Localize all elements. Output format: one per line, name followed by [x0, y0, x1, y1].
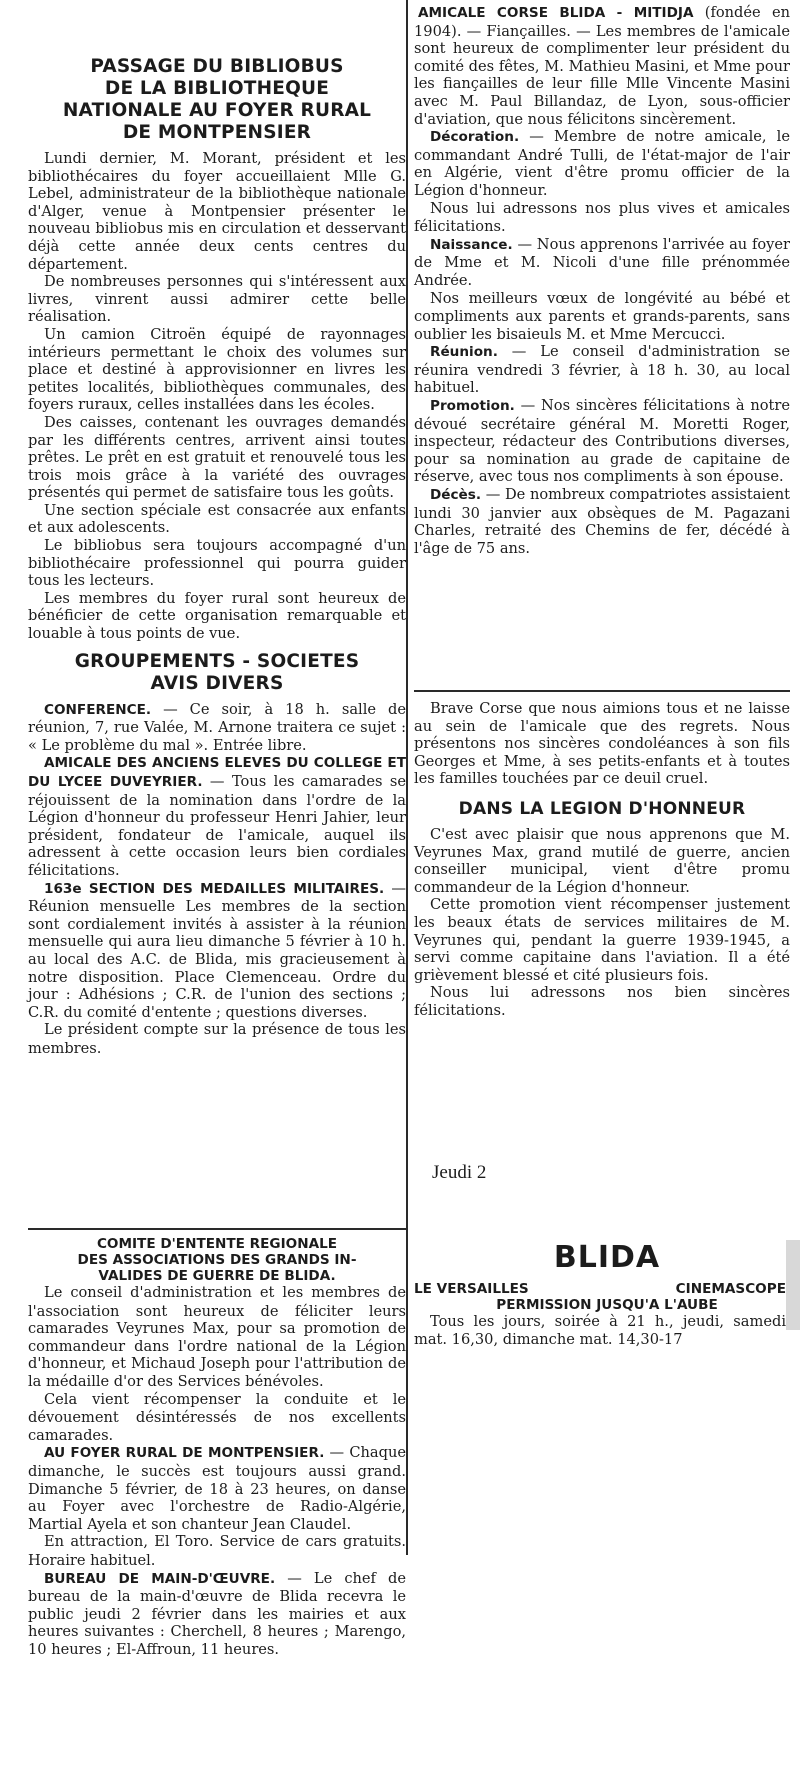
- notice-item: [414, 236, 790, 290]
- notice-item: [414, 486, 790, 557]
- left-section-rule: [28, 1228, 406, 1230]
- notice-lead: AU FOYER RURAL DE MONTPENSIER.: [44, 1445, 325, 1462]
- comite-subhead: [28, 1236, 406, 1284]
- notice-text: — Le conseil d'administration se réunira vendredi 3 février, à 18 h. 30, au local habituel.: [414, 343, 790, 397]
- comite-article: [28, 1236, 406, 1658]
- subhead-line: VALIDES DE GUERRE DE BLIDA.: [98, 1268, 336, 1284]
- headline-line: PASSAGE DU BIBLIOBUS: [90, 56, 344, 77]
- cinema-schedule: Tous les jours, soirée à 21 h., jeudi, samedi mat. 16,30, dimanche mat. 14,30-17: [414, 1313, 786, 1348]
- notice-item: [414, 4, 790, 128]
- notice-text: — Membre de notre amicale, le commandant André Tulli, de l'état-major de l'air en Algérie, vient d'être promu officier de la Légion d'honneur.: [414, 128, 790, 199]
- notice-item: [28, 880, 406, 1022]
- cinema-name: LE VERSAILLES: [414, 1281, 529, 1297]
- notice-lead: Réunion.: [430, 344, 498, 361]
- article-paragraph: De nombreuses personnes qui s'intéressent aux livres, vinrent aussi admirer cette belle réalisation.: [28, 273, 406, 326]
- bibliobus-headline: [28, 56, 406, 144]
- article-paragraph: Des caisses, contenant les ouvrages demandés par les différents centres, arrivent ainsi toutes prêtes. Le prêt en est gratuit et renouvelé tous les trois mois grâce à la variété des ouvrages présentés qui permet de satisfaire tous les goûts.: [28, 413, 406, 502]
- left-column: [28, 56, 406, 1058]
- notice-lead: Décès.: [430, 487, 482, 504]
- notice-item: [414, 290, 790, 344]
- article-paragraph: Cette promotion vient récompenser justement les beaux états de services militaires de M. Veyrunes qui, pendant la guerre 1939-1945, a servi comme capitaine dans l'aviation. Il a été grièvement blessé et cité plusieurs fois.: [414, 896, 790, 984]
- amicale-corse-article: [414, 4, 790, 557]
- cinema-format: CINEMASCOPE: [675, 1281, 786, 1297]
- notice-item: [414, 397, 790, 486]
- notice-text: — Réunion mensuelle Les membres de la section sont cordialement invités à assister à la réunion mensuelle qui aura lieu dimanche 5 février à 10 h. au local des A.C. de Blida, mis gracieusement à notre disposition. Place Clemenceau. Ordre du jour : Adhésions ; C.R. de l'union des sections ; C.R. du comité d'entente ; questions diverses.: [28, 879, 407, 1021]
- notice-text: — Nous apprenons l'arrivée au foyer de Mme et M. Nicoli d'une fille prénommée Andrée.: [414, 235, 790, 289]
- article-paragraph: Le bibliobus sera toujours accompagné d'un bibliothécaire professionnel qui pourra guider tous les lecteurs.: [28, 537, 406, 590]
- notice-text: — Le chef de bureau de la main-d'œuvre de Blida recevra le public jeudi 2 février dans les mairies et aux heures suivantes : Cherchell, 8 heures ; Marengo, 10 heures ; El-Affroun, 11 heures.: [28, 1569, 406, 1658]
- notice-item: [414, 200, 790, 236]
- headline-line: NATIONALE AU FOYER RURAL: [62, 100, 372, 121]
- bibliobus-article: [28, 56, 406, 643]
- blida-headline: BLIDA: [553, 1240, 661, 1275]
- article-paragraph: Nous lui adressons nos bien sincères félicitations.: [414, 984, 790, 1019]
- date-tag: Jeudi 2: [432, 1162, 487, 1183]
- notice-text: — Nos sincères félicitations à notre dévoué secrétaire général M. Moretti Roger, inspecteur, rédacteur des Contributions diverses, pour sa nomination au grade de capitaine de réserve, avec tous nos compliments à son épouse.: [414, 397, 790, 486]
- notice-item: [28, 1021, 406, 1057]
- notice-text: — Chaque dimanche, le succès est toujours aussi grand. Dimanche 5 février, de 18 à 23 heures, on danse au Foyer avec l'orchestre de Radio-Algérie, Martial Ayela et son chanteur Jean Claudel.: [28, 1444, 406, 1533]
- groupements-headline: [28, 651, 406, 695]
- notice-text: — Tous les camarades se réjouissent de la nomination dans l'ordre de la Légion d'honneur du professeur Henri Jahier, leur président, fondateur de l'amicale, auquel ils adressent à cette occasion leurs bien cordiales félicitations.: [28, 773, 407, 879]
- groupements-article: [28, 651, 406, 1058]
- blida-cinema-listing: [414, 1240, 800, 1348]
- notice-item: [28, 754, 406, 879]
- notice-item: [28, 1391, 406, 1445]
- notice-text: Cela vient récompenser la conduite et le dévouement désintéressés de nos excellents camarades.: [28, 1390, 406, 1444]
- notice-item: [28, 701, 406, 755]
- subhead-line: COMITE D'ENTENTE REGIONALE: [96, 1236, 338, 1252]
- left-column-lower: [28, 1236, 406, 1658]
- notice-item: [414, 128, 790, 199]
- notice-text: Nos meilleurs vœux de longévité au bébé et compliments aux parents et grands-parents, sans oublier les bisaieuls M. et Mme Mercucci.: [414, 289, 790, 343]
- notice-lead: CONFERENCE.: [44, 701, 152, 718]
- notice-lead: Décoration.: [430, 129, 520, 146]
- column-divider: [406, 0, 408, 1555]
- notice-text: (fondée en 1904). — Fiançailles. — Les membres de l'amicale sont heureux de complimenter leur président du comité des fêtes, M. Mathieu Masini, et Mme pour les fiançailles de leur fille Mlle Vincente Masini avec M. Paul Billandaz, de Lyon, sous-officier d'aviation, que nous félicitons sincèrement.: [414, 4, 790, 128]
- notice-item: [28, 1444, 406, 1533]
- article-paragraph: Lundi dernier, M. Morant, président et les bibliothécaires du foyer accueillaient Mlle G. Lebel, administrateur de la bibliothèque nationale d'Alger, venue à Montpensier présenter le nouveau bibliobus mis en circulation et desservant déjà cette année deux cents centres du département.: [28, 150, 406, 273]
- notice-item: [28, 1284, 406, 1391]
- article-paragraph: C'est avec plaisir que nous apprenons que M. Veyrunes Max, grand mutilé de guerre, ancien conseiller municipal, vient d'être promu commandeur de la Légion d'honneur.: [414, 825, 790, 896]
- headline-line: AVIS DIVERS: [150, 672, 284, 694]
- notice-text: Le président compte sur la présence de tous les membres.: [28, 1021, 406, 1057]
- notice-lead: BUREAU DE MAIN-D'ŒUVRE.: [44, 1570, 276, 1587]
- notice-item: [414, 343, 790, 397]
- legion-honneur-headline: DANS LA LEGION D'HONNEUR: [458, 798, 746, 819]
- notice-lead: AMICALE DES ANCIENS ELEVES DU COLLEGE ET DU LYCEE DUVEYRIER.: [28, 755, 406, 790]
- notice-text: En attraction, El Toro. Service de cars gratuits. Horaire habituel.: [28, 1533, 406, 1569]
- article-paragraph: Un camion Citroën équipé de rayonnages intérieurs permettant le choix des volumes sur place et destiné à approvisionner en livres les petites localités, bibliothèques communales, des foyers ruraux, celles installées dans les écoles.: [28, 325, 406, 414]
- page-edge-shadow: [786, 1240, 800, 1330]
- notice-text: — Ce soir, à 18 h. salle de réunion, 7, rue Valée, M. Arnone traitera ce sujet : « Le problème du mal ». Entrée libre.: [28, 700, 406, 754]
- notice-item: [28, 1533, 406, 1569]
- headline-line: DE MONTPENSIER: [122, 122, 312, 143]
- cinema-header: [414, 1281, 800, 1297]
- article-paragraph: Une section spéciale est consacrée aux enfants et aux adolescents.: [28, 501, 406, 537]
- notice-lead: AMICALE CORSE BLIDA - MITIDJA: [418, 5, 694, 21]
- headline-line: GROUPEMENTS - SOCIETES: [74, 650, 360, 672]
- notice-lead: Promotion.: [430, 398, 515, 415]
- right-section-rule: [414, 690, 790, 692]
- right-column-lower: [414, 700, 790, 1020]
- film-title: PERMISSION JUSQU'A L'AUBE: [496, 1297, 718, 1313]
- notice-item: [28, 1570, 406, 1659]
- obituary-continuation: Brave Corse que nous aimions tous et ne laisse au sein de l'amicale que des regrets. Nous présentons nos sincères condoléances à son fils Georges et Mme, à ses petits-enfants et à toutes les familles touchées par ce deuil cruel.: [414, 700, 790, 788]
- notice-text: — De nombreux compatriotes assistaient lundi 30 janvier aux obsèques de M. Pagazani Charles, retraité des Chemins de fer, décédé à l'âge de 75 ans.: [414, 486, 790, 557]
- headline-line: DE LA BIBLIOTHEQUE: [104, 78, 330, 99]
- notice-lead: Naissance.: [430, 236, 513, 253]
- notice-text: Nous lui adressons nos plus vives et amicales félicitations.: [414, 199, 790, 236]
- notice-lead: 163e SECTION DES MEDAILLES MILITAIRES.: [44, 880, 385, 897]
- subhead-line: DES ASSOCIATIONS DES GRANDS IN-: [77, 1252, 357, 1268]
- article-paragraph: Les membres du foyer rural sont heureux de bénéficier de cette organisation remarquable et louable à tous points de vue.: [28, 589, 406, 643]
- right-column: [414, 4, 790, 557]
- notice-text: Le conseil d'administration et les membres de l'association sont heureux de féliciter leurs camarades Veyrunes Max, pour sa promotion de commandeur dans l'ordre national de la Légion d'honneur, et Michaud Joseph pour l'attribution de la médaille d'or des Services bénévoles.: [28, 1284, 406, 1390]
